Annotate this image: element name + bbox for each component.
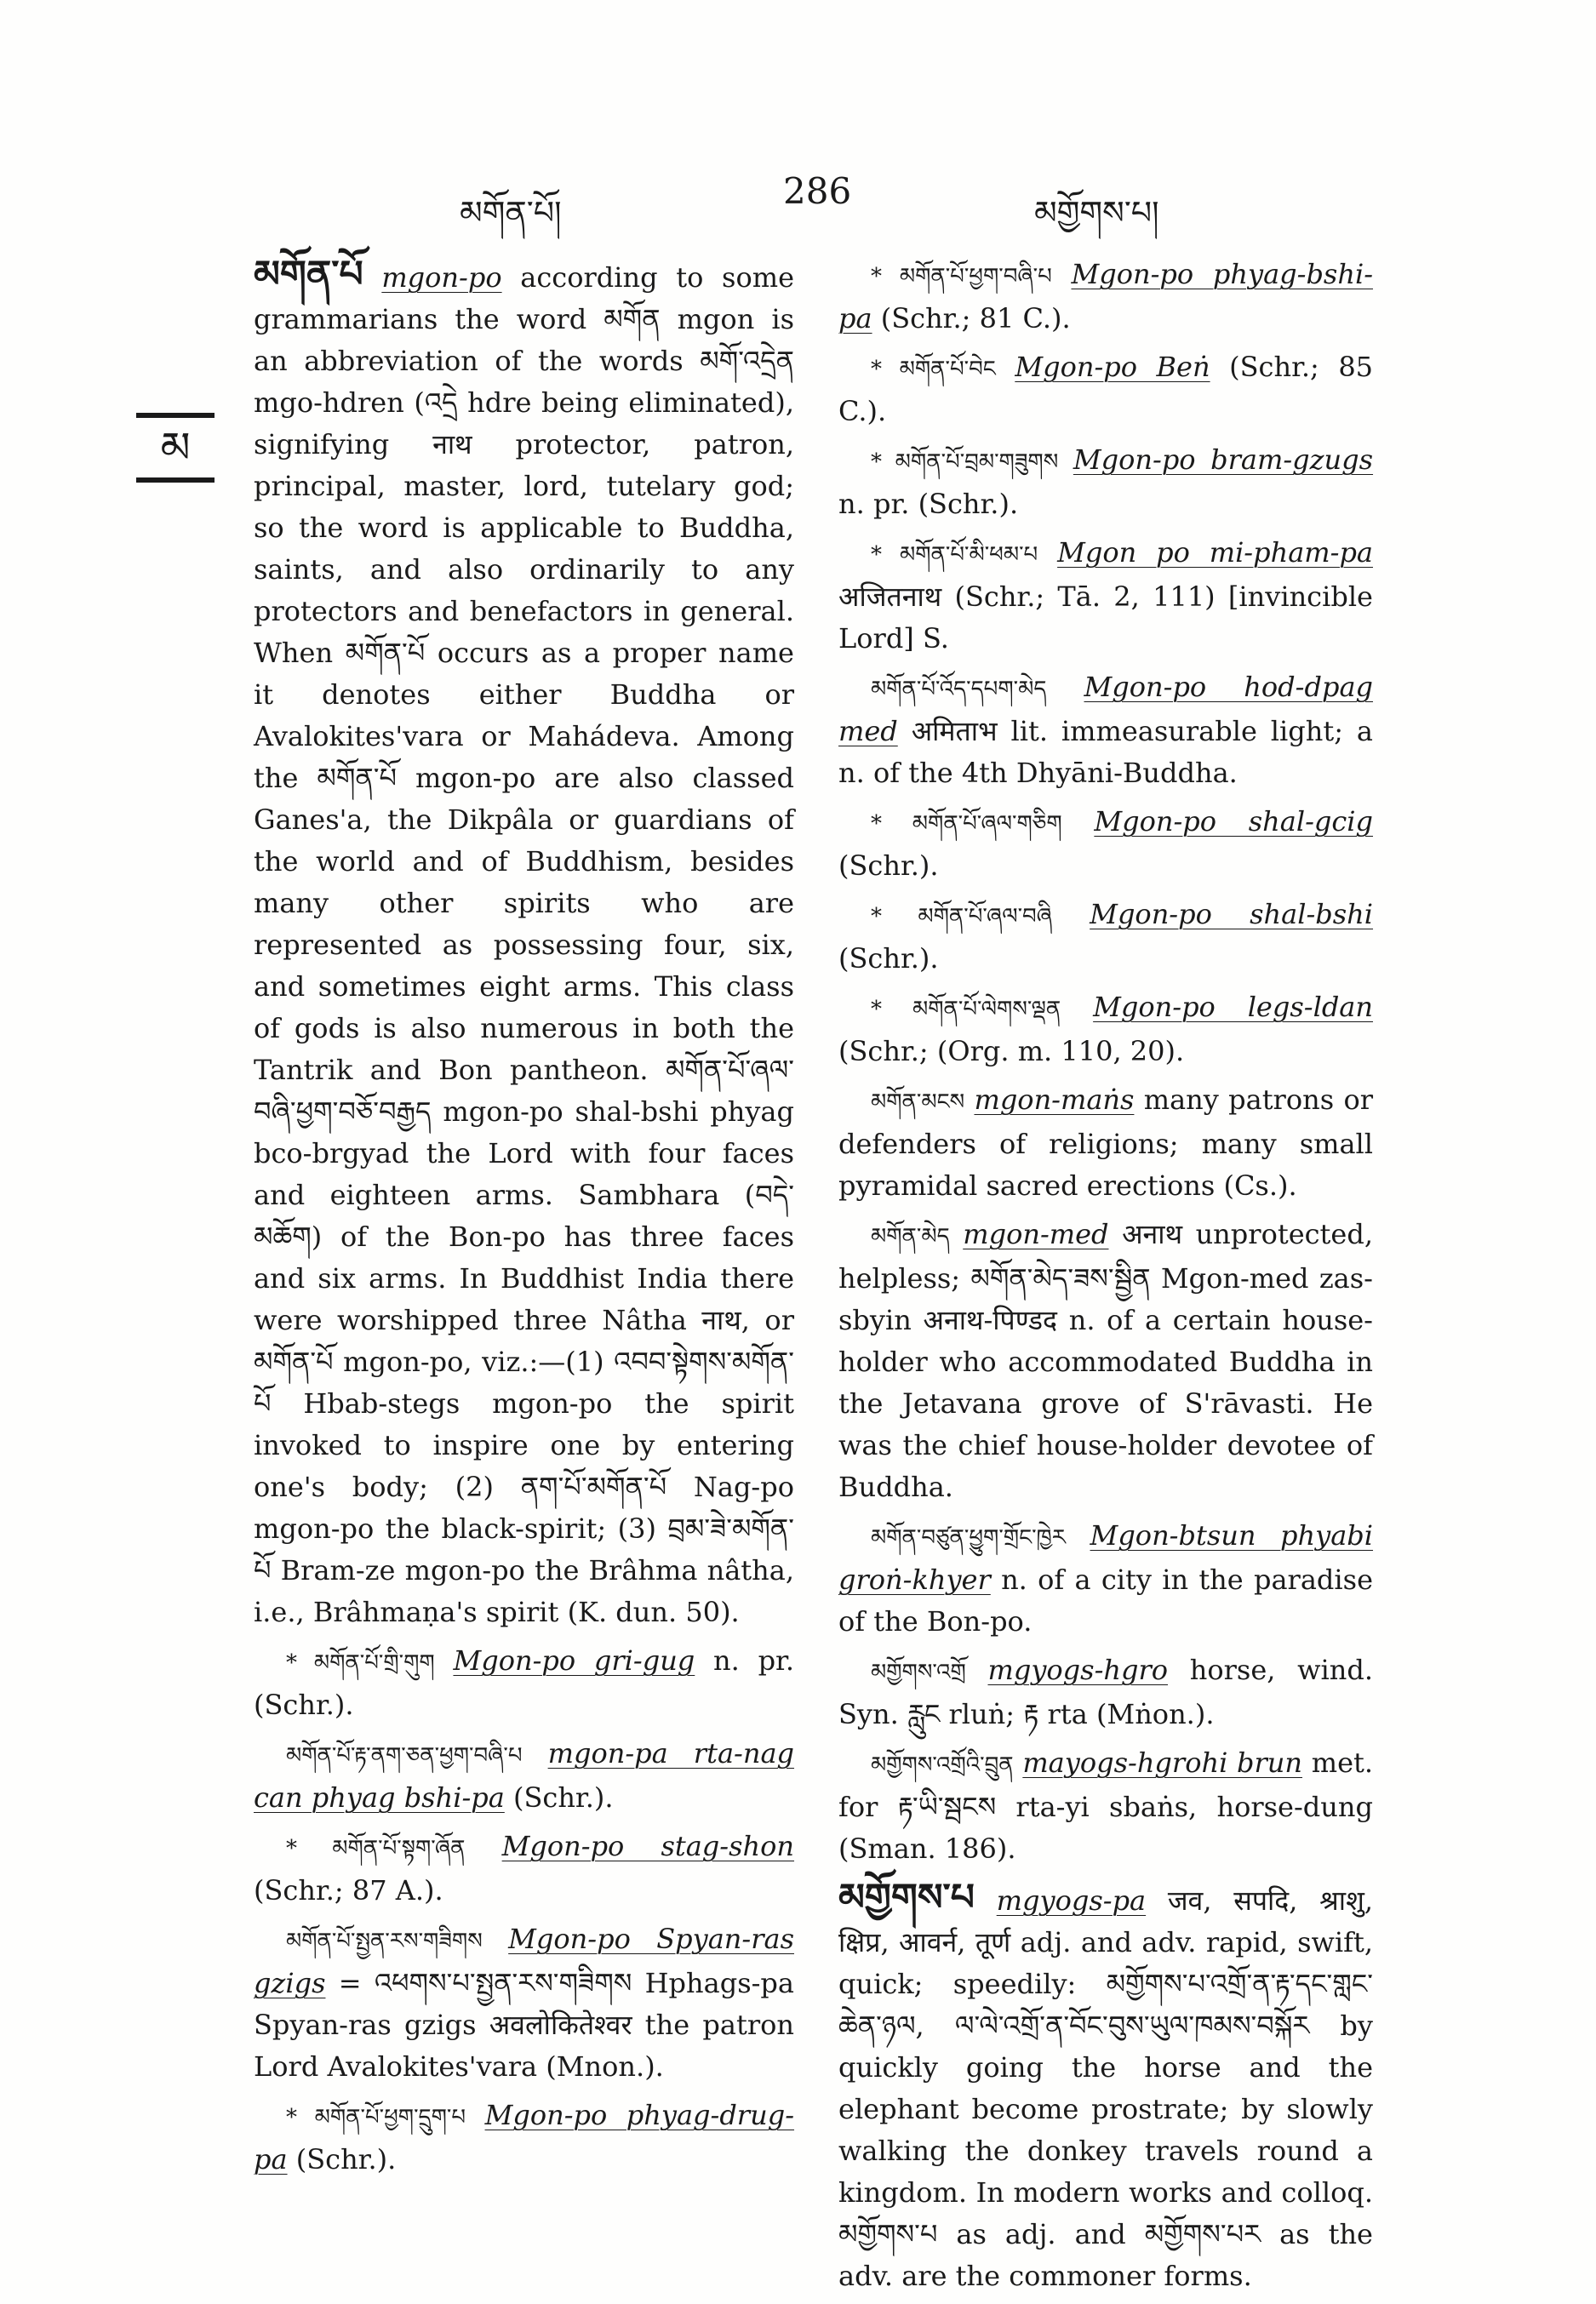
headword-transliteration: Mgon-po shal-gcig bbox=[1094, 805, 1373, 838]
left-column bbox=[254, 254, 794, 2187]
headword-transliteration: Mgon-po Spyan-ras gzigs bbox=[254, 1923, 794, 1999]
entry-definition: (Schr.). bbox=[295, 2143, 397, 2175]
entry-definition: met. for རྟ་ཡི་སྦངས rta-yi sbaṅs, horse-dung (Sman. 186). bbox=[838, 1747, 1374, 1865]
entry bbox=[254, 2095, 794, 2181]
headword-tibetan: མགོན་པོ་འོད་དཔག་མེད bbox=[871, 677, 1047, 702]
headword-tibetan: * མགོན་པོ་བྲམ་གཟུགས bbox=[871, 449, 1059, 475]
headword-transliteration: mgon-pa rta-nag can phyag bshi-pa bbox=[254, 1737, 795, 1814]
entry bbox=[838, 801, 1373, 887]
headword-transliteration: Mgon-po phyag-bshi-pa bbox=[838, 258, 1373, 334]
headword-transliteration: Mgon-po phyag-drug-pa bbox=[254, 2099, 795, 2175]
headword-transliteration: Mgon po mi-pham-pa bbox=[1057, 536, 1373, 569]
headword-tibetan: མགྱོགས་འགྲོ bbox=[871, 1660, 966, 1685]
headword-tibetan: * མགོན་པོ་ལེགས་ལྡན bbox=[871, 997, 1061, 1022]
headword-transliteration: mgon-maṅs bbox=[974, 1083, 1135, 1116]
entry bbox=[838, 1214, 1373, 1508]
entry bbox=[838, 1742, 1373, 1870]
headword-tibetan: * མགོན་པོ་ཞལ་བཞི bbox=[871, 904, 1052, 929]
headword-tibetan: མགོན་པོ་རྟ་ནག་ཅན་ཕྱག་བཞི་པ bbox=[286, 1743, 523, 1769]
entry-definition: many patrons or defenders of religions; many small pyramidal sacred erections (Cs.). bbox=[838, 1083, 1374, 1202]
headword-tibetan: མགྱོགས་འགྲོའི་བྲུན bbox=[871, 1752, 1014, 1778]
headword-transliteration: mgon-med bbox=[963, 1218, 1109, 1250]
headword-tibetan: མགྱོགས་པ bbox=[838, 1876, 975, 1919]
headword-transliteration: Mgon-po bram-gzugs bbox=[1073, 443, 1374, 476]
entry bbox=[838, 1649, 1373, 1735]
margin-letter-mark: མ bbox=[136, 413, 215, 483]
entry bbox=[254, 1733, 794, 1819]
entry bbox=[838, 532, 1373, 660]
entry-definition: (Schr.; 81 C.). bbox=[880, 302, 1071, 334]
header-right-word: མགྱོགས་པ། bbox=[1034, 194, 1159, 232]
headword-transliteration: Mgon-po Beṅ bbox=[1015, 351, 1210, 383]
headword-tibetan: * མགོན་པོ་བེང bbox=[871, 357, 996, 382]
entry-definition: (Schr.; 85 C.). bbox=[838, 351, 1374, 427]
headword-transliteration: mgyogs-hgro bbox=[987, 1654, 1169, 1686]
entry-mgyogs-pa-main bbox=[838, 1877, 1373, 2297]
page-number: 286 bbox=[783, 170, 852, 212]
entry bbox=[838, 254, 1373, 340]
entry bbox=[838, 346, 1373, 432]
entry-definition: (Schr.; 87 A.). bbox=[254, 1874, 443, 1907]
entry bbox=[838, 986, 1373, 1072]
headword-transliteration: Mgon-po shal-bshi bbox=[1090, 898, 1374, 930]
entry bbox=[254, 1640, 794, 1726]
headword-transliteration: Mgon-po legs-ldan bbox=[1093, 991, 1373, 1023]
headword-tibetan: * མགོན་པོ་སྟག་ཞོན bbox=[286, 1836, 466, 1861]
entry-definition: according to some grammarians the word མགོན mgon is an abbreviation of the words མགོ་འདྲེན mgo-hdren (འདྲེ hdre being eliminated), signifying नाथ protector, patron, principal, master, lord, tutelary god; so the word is applicable to Buddha, saints, and also ordinarily to any protectors and benefactors in general. When མགོན་པོ occurs as a proper name it denotes either Buddha or Avalokites'vara or Mahádeva. Among the མགོན་པོ mgon-po are also classed Ganes'a, the Dikpâla or guardians of the world and of Buddhism, besides many other spirits who are represented as possessing four, six, and sometimes eight arms. This class of gods is also numerous in both the Tantrik and Bon pantheon. མགོན་པོ་ཞལ་བཞི་ཕྱག་བཅོ་བརྒྱད mgon-po shal-bshi phyag bco-brgyad the Lord with four faces and eighteen arms. Sambhara (བདེ་མཆོག) of the Bon-po has three faces and six arms. In Buddhist India there were worshipped three Nâtha नाथ, or མགོན་པོ mgon-po, viz.:—(1) འབབ་སྟེགས་མགོན་པོ Hbab-stegs mgon-po the spirit invoked to inspire one by entering one's body; (2) ནག་པོ་མགོན་པོ Nag-po mgon-po the black-spirit; (3) བྲམ་ཟེ་མགོན་པོ Bram-ze mgon-po the Brâhma nâtha, i.e., Brâhmaṇa's spirit (K. dun. 50). bbox=[254, 261, 794, 1628]
headword-tibetan: མགོན་པོ་སྤྱན་རས་གཟིགས bbox=[286, 1929, 483, 1954]
entry-definition: अनाथ unprotected, helpless; མགོན་མེད་ཟས་སྦྱིན Mgon-med zas-sbyin अनाथ-पिण्डद n. of a certain house-holder who accommodated Buddha in the Jetavana grove of S'rāvasti. He was the chief house-holder devotee of Buddha. bbox=[838, 1218, 1374, 1503]
entry bbox=[254, 1918, 794, 2088]
headword-transliteration: mgon-po bbox=[381, 261, 502, 294]
headword-tibetan: མགོན་བཙུན་ཕྱུག་གྲོང་ཁྱེར bbox=[871, 1525, 1066, 1551]
headword-tibetan: * མགོན་པོ་ཞལ་གཅིག bbox=[871, 811, 1062, 837]
entry bbox=[838, 894, 1373, 980]
entry-definition: अजितनाथ (Schr.; Tā. 2, 111) [invincible Lord] S. bbox=[838, 580, 1373, 655]
headword-tibetan: མགོན་པོ bbox=[254, 253, 363, 296]
entry bbox=[838, 1079, 1373, 1207]
headword-transliteration: Mgon-po gri-gug bbox=[453, 1644, 695, 1677]
entry-definition: जव, सपदि, श्राशु, क्षिप्र, आवर्न, तूर्ण adj. and adv. rapid, swift, quick; speedily: མགྱོགས་པ་འགྲོ་ན་རྟ་དང་གླང་ཆེན་ཉལ, ལ་ལེ་འགྲོ་ན་བོང་བུས་ཡུལ་ཁམས་བསྐོར by quickly going the horse and the elephant become prostrate; by slowly walking the donkey travels round a kingdom. In modern works and colloq. མགྱོགས་པ as adj. and མགྱོགས་པར as the adv. are the commoner forms. bbox=[838, 1884, 1374, 2292]
right-column bbox=[838, 254, 1373, 2304]
entry bbox=[838, 439, 1373, 525]
headword-tibetan: མགོན་མེད bbox=[871, 1224, 950, 1249]
headword-transliteration: mayogs-hgrohi brun bbox=[1022, 1747, 1303, 1779]
headword-transliteration: Mgon-btsun phyabi groṅ-khyer bbox=[838, 1519, 1374, 1596]
headword-tibetan: * མགོན་པོ་མི་ཕམ་པ bbox=[871, 542, 1038, 568]
running-header bbox=[0, 170, 1596, 232]
entry-definition: अमिताभ lit. immeasurable light; a n. of the 4th Dhyāni-Buddha. bbox=[838, 715, 1374, 789]
entry-definition: n. of a city in the paradise of the Bon-po. bbox=[838, 1564, 1374, 1638]
entry bbox=[254, 1826, 794, 1912]
headword-transliteration: Mgon-po stag-shon bbox=[501, 1830, 795, 1862]
headword-tibetan: * མགོན་པོ་ཕྱག་བཞི་པ bbox=[871, 264, 1052, 289]
entry-definition: (Schr.). bbox=[838, 942, 939, 975]
entry-definition: n. pr. (Schr.). bbox=[254, 1644, 795, 1721]
header-left-word: མགོན་པོ། bbox=[460, 194, 562, 232]
entry bbox=[838, 666, 1373, 794]
entry-definition: horse, wind. Syn. རླུང rluṅ; རྟ rta (Mṅon.). bbox=[838, 1654, 1374, 1730]
headword-transliteration: Mgon-po hod-dpag med bbox=[838, 671, 1373, 747]
entry-definition: (Schr.). bbox=[512, 1781, 614, 1814]
entry-definition: n. pr. (Schr.). bbox=[838, 488, 1019, 520]
entry bbox=[838, 1515, 1373, 1643]
entry-definition: = འཕགས་པ་སྤྱན་རས་གཟིགས Hphags-pa Spyan-ras gzigs अवलोकितेश्वर the patron Lord Avalokites'vara (Mnon.). bbox=[254, 1967, 794, 2083]
entry-mgon-po-main bbox=[254, 254, 794, 1633]
entry-definition: (Schr.; (Org. m. 110, 20). bbox=[838, 1035, 1185, 1067]
headword-tibetan: * མགོན་པོ་གྲི་གུག bbox=[286, 1650, 435, 1676]
entry-definition: (Schr.). bbox=[838, 849, 939, 882]
headword-tibetan: * མགོན་པོ་ཕྱག་དྲུག་པ bbox=[286, 2105, 466, 2130]
headword-transliteration: mgyogs-pa bbox=[996, 1884, 1147, 1917]
headword-tibetan: མགོན་མངས bbox=[871, 1089, 965, 1115]
